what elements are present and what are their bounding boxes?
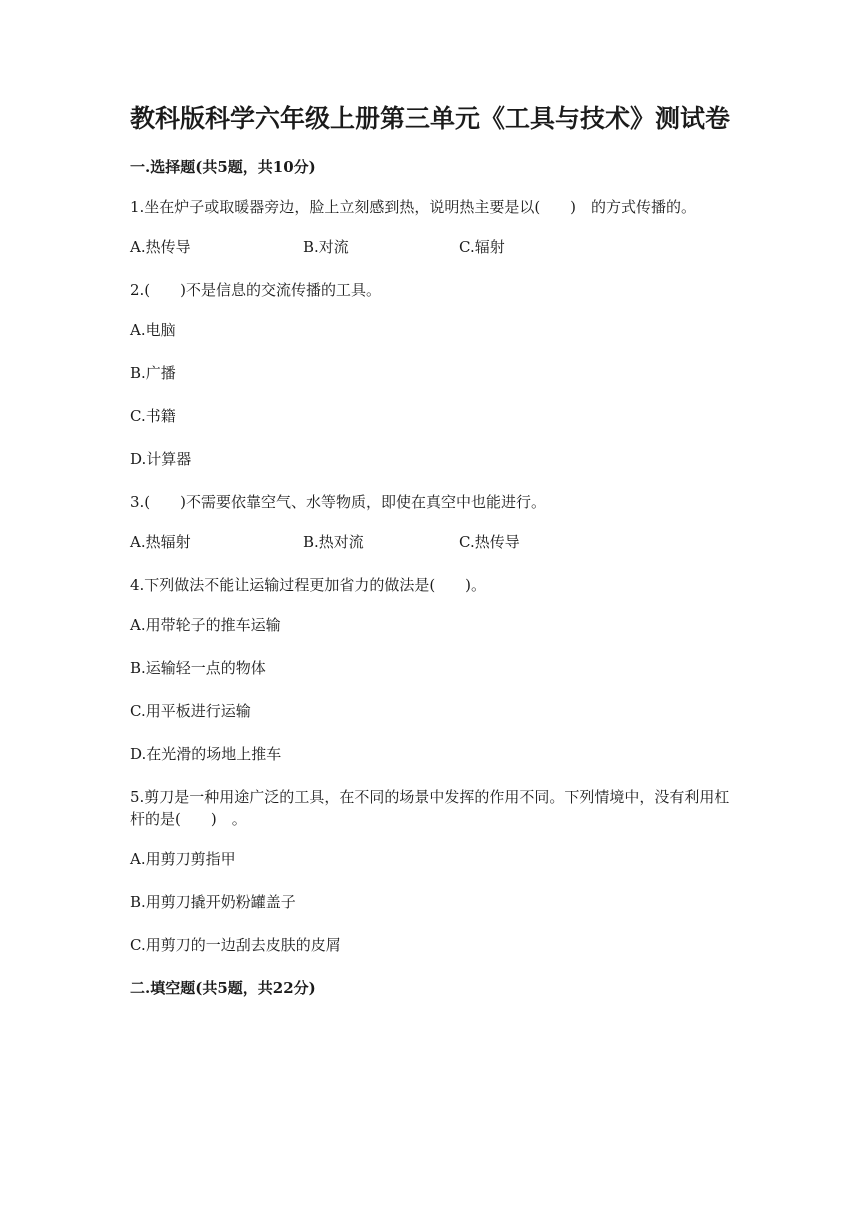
option: B.热对流: [303, 533, 364, 551]
question-stem: 1.坐在炉子或取暖器旁边，脸上立刻感到热，说明热主要是以( ) 的方式传播的。: [130, 198, 697, 216]
question-stem: 5.剪刀是一种用途广泛的工具，在不同的场景中发挥的作用不同。下列情境中，没有利用杠杆的是( ) 。: [130, 788, 730, 828]
question-stem: 3.( )不需要依靠空气、水等物质，即使在真空中也能进行。: [130, 493, 547, 511]
option: C.用剪刀的一边刮去皮肤的皮屑: [130, 936, 341, 954]
page-title: 教科版科学六年级上册第三单元《工具与技术》测试卷: [129, 104, 730, 133]
option: C.书籍: [130, 407, 176, 425]
option: A.用剪刀剪指甲: [130, 850, 236, 868]
section-heading-fill: 二.填空题(共5题，共22分): [130, 979, 316, 997]
question-stem: 4.下列做法不能让运输过程更加省力的做法是( )。: [130, 576, 487, 594]
option: B.广播: [130, 364, 176, 382]
option: D.在光滑的场地上推车: [130, 745, 282, 763]
option: A.电脑: [130, 321, 176, 339]
option: C.热传导: [459, 533, 520, 551]
option: D.计算器: [130, 450, 192, 468]
option: A.热辐射: [130, 533, 191, 551]
question-stem: 2.( )不是信息的交流传播的工具。: [130, 281, 382, 299]
option-row: [130, 236, 730, 258]
option-row: [130, 531, 730, 553]
option: A.用带轮子的推车运输: [130, 616, 281, 634]
exam-page: [130, 102, 730, 1017]
option: B.用剪刀撬开奶粉罐盖子: [130, 893, 296, 911]
option: C.辐射: [459, 238, 505, 256]
option: A.热传导: [130, 238, 191, 256]
option: B.对流: [303, 238, 349, 256]
option: B.运输轻一点的物体: [130, 659, 266, 677]
option: C.用平板进行运输: [130, 702, 251, 720]
section-heading-choice: 一.选择题(共5题，共10分): [130, 158, 316, 176]
